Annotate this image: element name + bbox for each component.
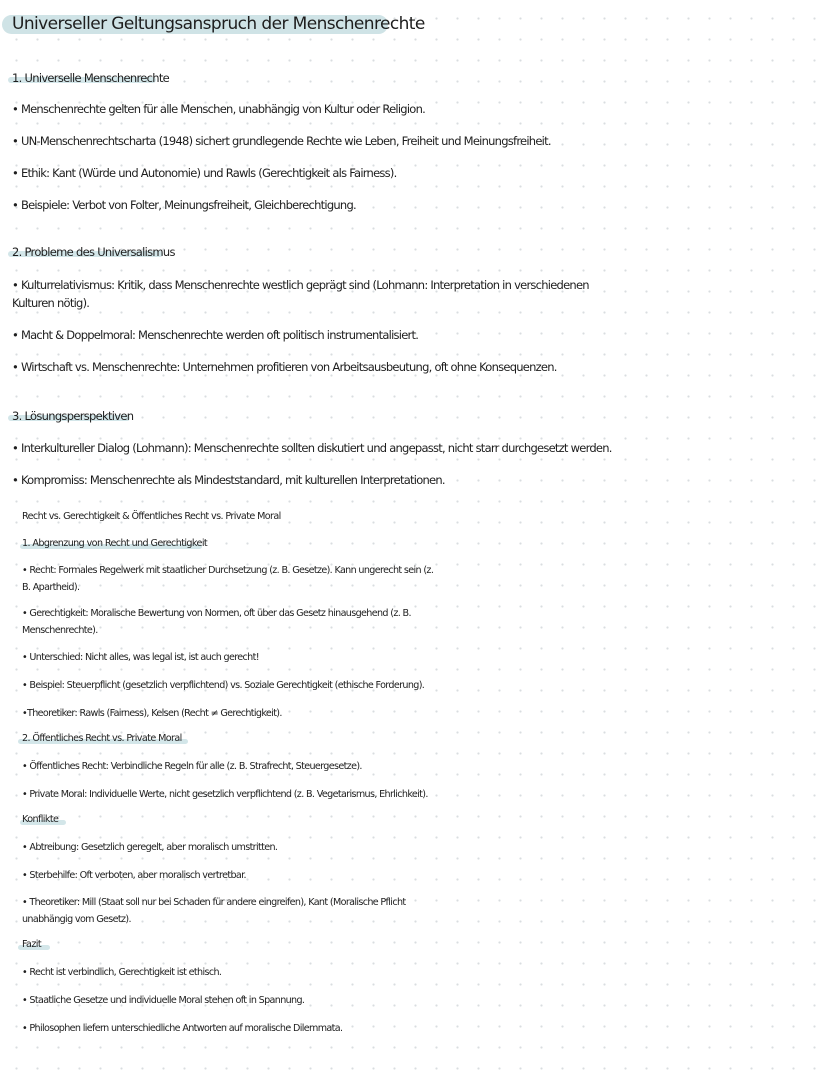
section-3-bullet-2: • Kompromiss: Menschenrechte als Mindeststandard, mit kulturellen Interpretationen.	[12, 473, 445, 487]
subsection-1-bullet-4: • Beispiel: Steuerpflicht (gesetzlich verpflichtend) vs. Soziale Gerechtigkeit (ethische Forderung).	[22, 680, 425, 691]
conflicts-heading: Konflikte	[22, 814, 59, 825]
section-2-bullet-2: • Macht & Doppelmoral: Menschenrechte werden oft politisch instrumentalisiert.	[12, 328, 419, 342]
subsection-1-bullet-2: • Gerechtigkeit: Moralische Bewertung von Normen, oft über das Gesetz hinausgehend (z. B.	[22, 608, 411, 619]
subsection-2-bullet-1: • Öffentliches Recht: Verbindliche Regeln für alle (z. B. Strafrecht, Steuergesetze).	[22, 761, 362, 772]
subsection-1-bullet-2-cont: Menschenrechte).	[22, 625, 98, 636]
section-1-heading: 1. Universelle Menschenrechte	[12, 71, 170, 85]
part-2-title: Recht vs. Gerechtigkeit & Öffentliches Recht vs. Private Moral	[22, 511, 281, 522]
section-1-bullet-2: • UN-Menschenrechtscharta (1948) sichert grundlegende Rechte wie Leben, Freiheit und Meinungsfreiheit.	[12, 134, 551, 148]
section-2-bullet-1: • Kulturrelativismus: Kritik, dass Menschenrechte westlich geprägt sind (Lohmann: Interpretation in verschiedenen	[12, 278, 589, 292]
conflicts-bullet-3: • Theoretiker: Mill (Staat soll nur bei Schaden für andere eingreifen), Kant (Moralische Pflicht	[22, 897, 406, 908]
conclusion-bullet-3: • Philosophen liefern unterschiedliche Antworten auf moralische Dilemmata.	[22, 1023, 343, 1034]
conflicts-bullet-1: • Abtreibung: Gesetzlich geregelt, aber moralisch umstritten.	[22, 842, 278, 853]
subsection-1-bullet-1: • Recht: Formales Regelwerk mit staatlicher Durchsetzung (z. B. Gesetze). Kann ungerecht sein (z.	[22, 565, 434, 576]
section-1-bullet-4: • Beispiele: Verbot von Folter, Meinungsfreiheit, Gleichberechtigung.	[12, 198, 356, 212]
subsection-1-heading: 1. Abgrenzung von Recht und Gerechtigkeit	[22, 538, 208, 549]
section-1-bullet-1: • Menschenrechte gelten für alle Menschen, unabhängig von Kultur oder Religion.	[12, 102, 426, 116]
section-1-bullet-3: • Ethik: Kant (Würde und Autonomie) und Rawls (Gerechtigkeit als Fairness).	[12, 166, 397, 180]
subsection-1-bullet-1-cont: B. Apartheid).	[22, 582, 80, 593]
subsection-2-bullet-2: • Private Moral: Individuelle Werte, nicht gesetzlich verpflichtend (z. B. Vegetarismus, Ehrlichkeit).	[22, 789, 428, 800]
section-3-heading: 3. Lösungsperspektiven	[12, 409, 134, 423]
conclusion-bullet-1: • Recht ist verbindlich, Gerechtigkeit ist ethisch.	[22, 967, 222, 978]
section-2-bullet-1-cont: Kulturen nötig).	[12, 296, 90, 310]
subsection-1-bullet-3: • Unterschied: Nicht alles, was legal ist, ist auch gerecht!	[22, 652, 259, 663]
page-title: Universeller Geltungsanspruch der Menschenrechte	[12, 14, 425, 34]
conflicts-bullet-3-cont: unabhängig vom Gesetz).	[22, 914, 131, 925]
subsection-2-heading: 2. Öffentliches Recht vs. Private Moral	[22, 733, 182, 744]
conclusion-heading: Fazit	[22, 939, 41, 950]
conflicts-bullet-2: • Sterbehilfe: Oft verboten, aber moralisch vertretbar.	[22, 870, 246, 881]
section-2-bullet-3: • Wirtschaft vs. Menschenrechte: Unternehmen profitieren von Arbeitsausbeutung, oft ohne Konsequenzen.	[12, 360, 557, 374]
section-3-bullet-1: • Interkultureller Dialog (Lohmann): Menschenrechte sollten diskutiert und angepasst, nicht starr durchgesetzt werden.	[12, 441, 612, 455]
conclusion-bullet-2: • Staatliche Gesetze und individuelle Moral stehen oft in Spannung.	[22, 995, 305, 1006]
subsection-1-bullet-5: •Theoretiker: Rawls (Fairness), Kelsen (Recht ≠ Gerechtigkeit).	[22, 708, 282, 719]
section-2-heading: 2. Probleme des Universalismus	[12, 245, 175, 259]
